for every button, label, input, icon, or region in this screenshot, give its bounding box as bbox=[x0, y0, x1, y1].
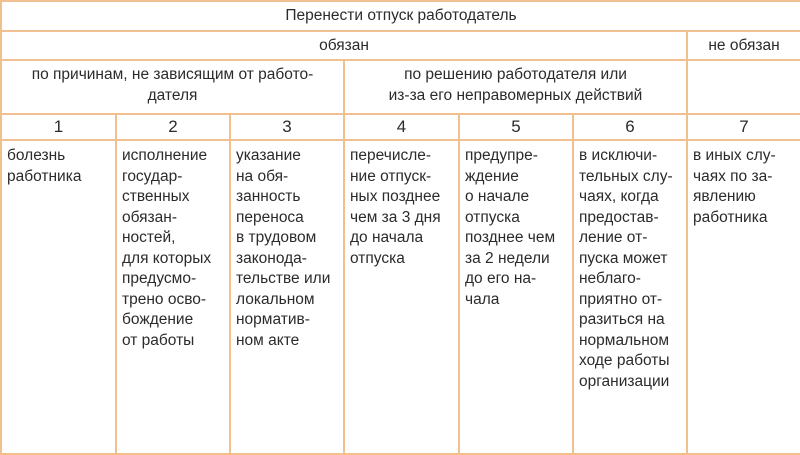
cell-text: предупре- ждение о начале отпуска позднее чем за 2 недели до его на- чала bbox=[465, 147, 556, 308]
table-cell bbox=[230, 140, 344, 454]
column-number: 1 bbox=[1, 114, 116, 140]
table-cell bbox=[687, 140, 800, 454]
cell-text: исполнение государ- ственных обязан- ностей, для которых предусмо- трено осво- бождение от работы bbox=[122, 147, 212, 349]
column-number: 6 bbox=[573, 114, 687, 140]
cell-text: болезнь работника bbox=[7, 147, 82, 185]
group-reasons-header bbox=[1, 60, 344, 114]
table-cell bbox=[459, 140, 573, 454]
group-reasons-text: по причинам, не зависящим от работо- дателя bbox=[31, 66, 314, 104]
obligated-header: обязан bbox=[1, 31, 687, 60]
group-decision-header bbox=[344, 60, 687, 114]
column-number: 4 bbox=[344, 114, 459, 140]
empty-header-cell bbox=[687, 60, 800, 114]
table-cell bbox=[116, 140, 230, 454]
cell-text: в исключи- тельных слу- чаях, когда предостав- ление от- пуска может неблаго- приятно от- разиться на нормальном ходе работы организации bbox=[579, 147, 673, 390]
cell-text: указание на обя- занность переноса в трудовом законода- тельстве или локальном норматив- ном акте bbox=[236, 147, 331, 349]
not-obligated-header: не обязан bbox=[687, 31, 800, 60]
table-cell bbox=[344, 140, 459, 454]
table-cell bbox=[1, 140, 116, 454]
column-number: 2 bbox=[116, 114, 230, 140]
cell-text: в иных слу- чаях по за- явлению работника bbox=[693, 147, 776, 226]
column-number: 7 bbox=[687, 114, 800, 140]
cell-text: перечисле- ние отпуск- ных позднее чем за 3 дня до начала отпуска bbox=[350, 147, 441, 267]
group-decision-text: по решению работодателя или из-за его неправомерных действий bbox=[388, 66, 643, 104]
table-cell bbox=[573, 140, 687, 454]
table-title: Перенести отпуск работодатель bbox=[1, 1, 800, 31]
column-number: 5 bbox=[459, 114, 573, 140]
column-number: 3 bbox=[230, 114, 344, 140]
